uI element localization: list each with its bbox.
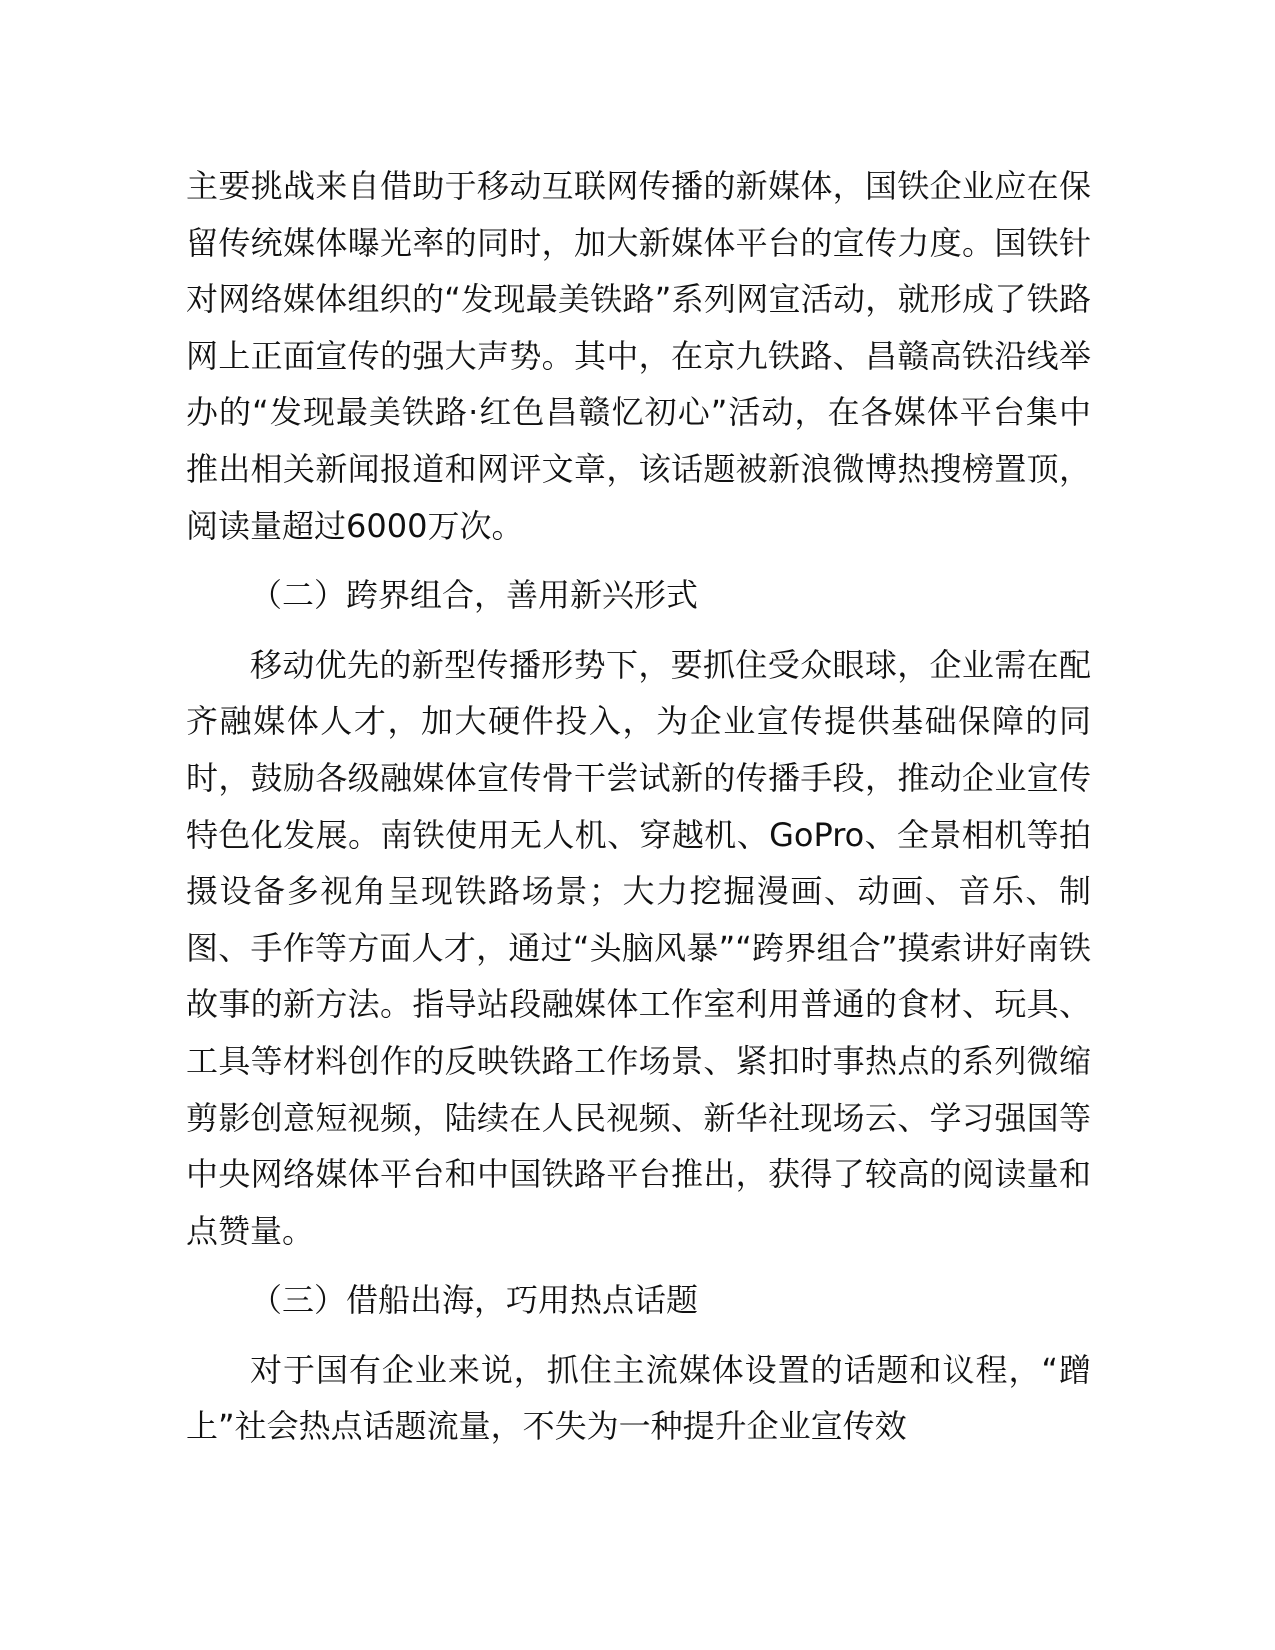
section-heading-2: （二）跨界组合，善用新兴形式 [250, 576, 699, 615]
paragraph-continued: 主要挑战来自借助于移动互联网传播的新媒体，国铁企业应在保留传统媒体曝光率的同时，加大新媒体平台的宣传力度。国铁针对网络媒体组织的“发现最美铁路”系列网宣活动，就形成了铁路网上正面宣传的强大声势。其中，在京九铁路、昌赣高铁沿线举办的“发现最美铁路·红色昌赣忆初心”活动，在各媒体平台集中推出相关新闻报道和网评文章，该话题被新浪微博热搜榜置顶，阅读量超过6000万次。 [186, 167, 1091, 545]
body-text [186, 158, 1091, 1455]
section-heading-3: （三）借船出海，巧用热点话题 [250, 1281, 699, 1320]
paragraph-3: 对于国有企业来说，抓住主流媒体设置的话题和议程，“蹭上”社会热点话题流量，不失为一种提升企业宣传效 [186, 1350, 1091, 1446]
paragraph-2: 移动优先的新型传播形势下，要抓住受众眼球，企业需在配齐融媒体人才，加大硬件投入，为企业宣传提供基础保障的同时，鼓励各级融媒体宣传骨干尝试新的传播手段，推动企业宣传特色化发展。南铁使用无人机、穿越机、GoPro、全景相机等拍摄设备多视角呈现铁路场景；大力挖掘漫画、动画、音乐、制图、手作等方面人才，通过“头脑风暴”“跨界组合”摸索讲好南铁故事的新方法。指导站段融媒体工作室利用普通的食材、玩具、工具等材料创作的反映铁路工作场景、紧扣时事热点的系列微缩剪影创意短视频，陆续在人民视频、新华社现场云、学习强国等中央网络媒体平台和中国铁路平台推出，获得了较高的阅读量和点赞量。 [186, 645, 1091, 1250]
